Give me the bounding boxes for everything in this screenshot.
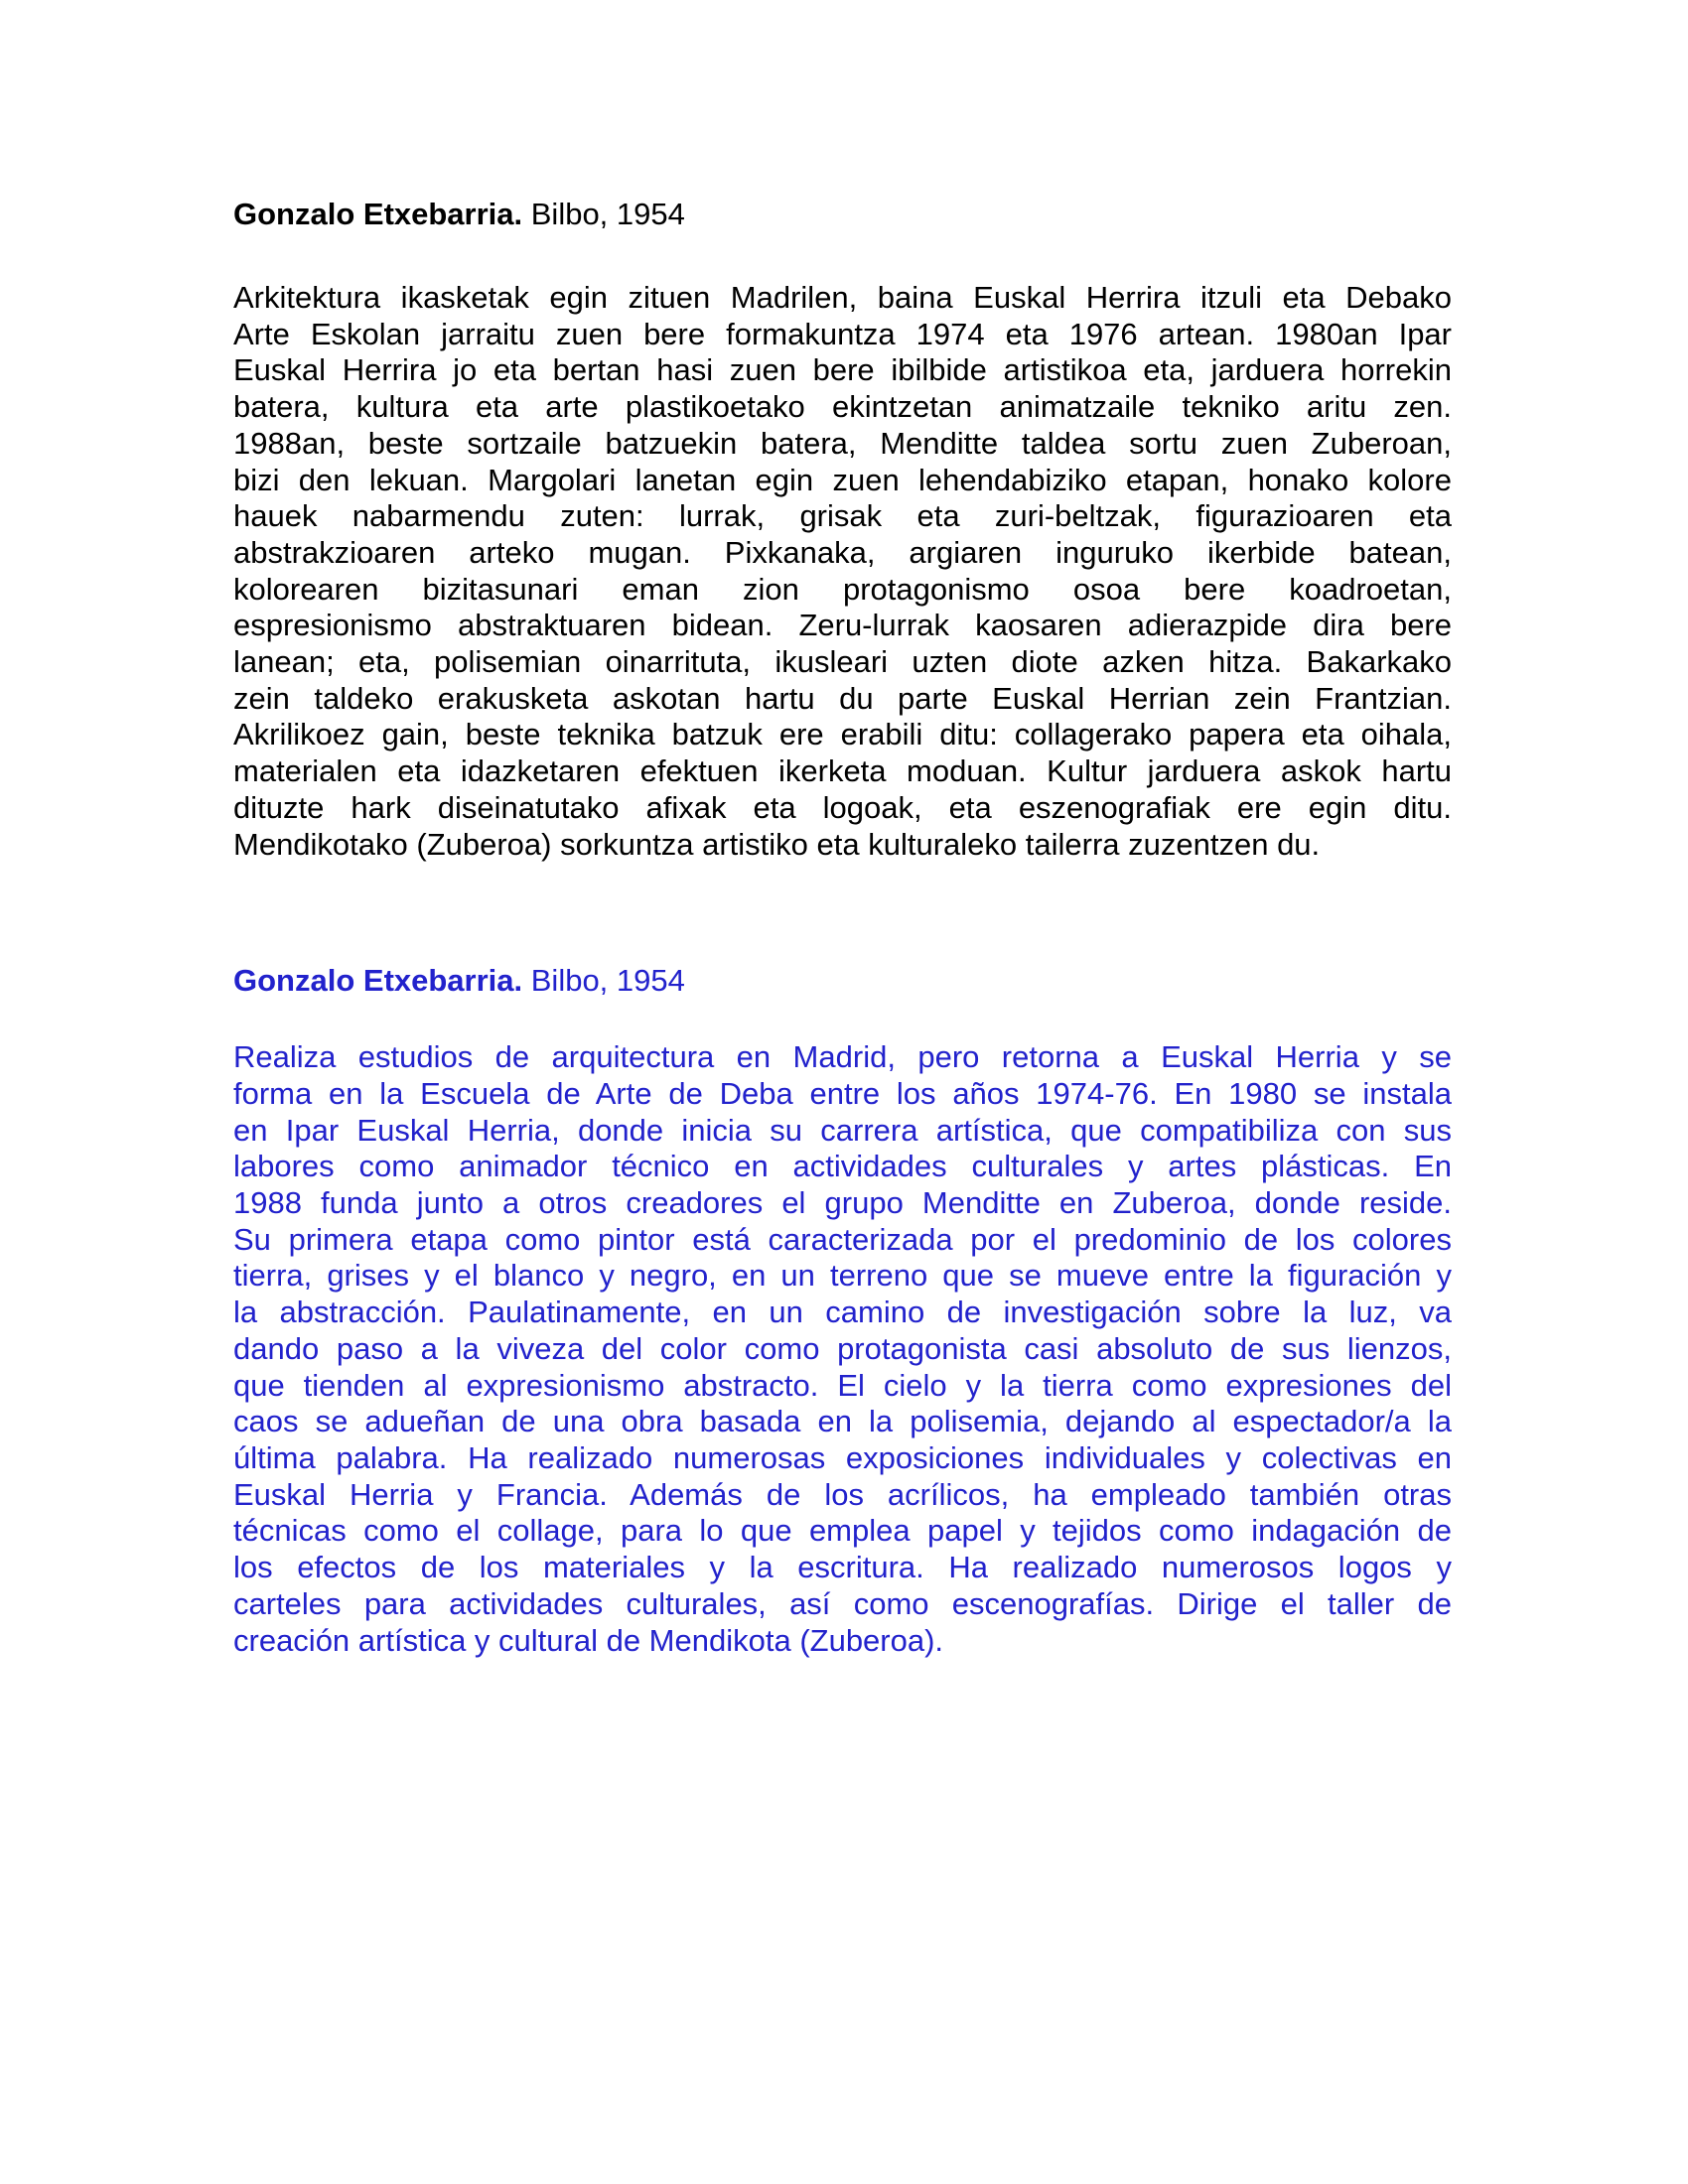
text-line: batera, kultura eta arte plastikoetako ekintzetan animatzaile tekniko aritu zen. — [233, 389, 1452, 425]
text-line: Euskal Herrira jo eta bertan hasi zuen bere ibilbide artistikoa eta, jarduera horrekin — [233, 352, 1452, 388]
text-line: materialen eta idazketaren efektuen ikerketa moduan. Kultur jarduera askok hartu — [233, 753, 1452, 789]
text-line: zein taldeko erakusketa askotan hartu du parte Euskal Herrian zein Frantzian. — [233, 680, 1452, 716]
text-line: la abstracción. Paulatinamente, en un camino de investigación sobre la luz, va — [233, 1295, 1452, 1330]
text-line: bizi den lekuan. Margolari lanetan egin zuen lehendabiziko etapan, honako kolore — [233, 462, 1452, 497]
text-line: 1988an, beste sortzaile batzuekin batera, Menditte taldea sortu zuen Zuberoan, — [233, 425, 1452, 461]
text-line: Akrilikoez gain, beste teknika batzuk ere erabili ditu: collagerako papera eta oihala, — [233, 717, 1452, 752]
text-line: que tienden al expresionismo abstracto. El cielo y la tierra como expresiones del — [233, 1367, 1452, 1403]
text-line: los efectos de los materiales y la escritura. Ha realizado numerosos logos y — [233, 1550, 1452, 1585]
text-line: Euskal Herria y Francia. Además de los acrílicos, ha empleado también otras — [233, 1476, 1452, 1512]
text-line: Arkitektura ikasketak egin zituen Madrilen, baina Euskal Herrira itzuli eta Debako — [233, 280, 1452, 315]
spanish-heading — [233, 962, 1452, 999]
text-line: creación artística y cultural de Mendikota (Zuberoa). — [233, 1622, 944, 1658]
text-line: lanean; eta, polisemian oinarrituta, ikusleari uzten diote azken hitza. Bakarkako — [233, 644, 1452, 680]
text-line: caos se adueñan de una obra basada en la polisemia, dejando al espectador/a la — [233, 1404, 1452, 1439]
text-line: dando paso a la viveza del color como protagonista casi absoluto de sus lienzos, — [233, 1330, 1452, 1366]
basque-heading-name: Gonzalo Etxebarria. — [233, 197, 523, 231]
basque-paragraph — [233, 280, 1452, 863]
basque-heading — [233, 196, 1452, 232]
text-line: Mendikotako (Zuberoa) sorkuntza artistiko eta kulturaleko tailerra zuzentzen du. — [233, 826, 1321, 862]
text-line: carteles para actividades culturales, así como escenografías. Dirige el taller de — [233, 1585, 1452, 1621]
text-line: 1988 funda junto a otros creadores el grupo Menditte en Zuberoa, donde reside. — [233, 1185, 1452, 1221]
text-line: Su primera etapa como pintor está caracterizada por el predominio de los colores — [233, 1221, 1452, 1257]
text-line: en Ipar Euskal Herria, donde inicia su carrera artística, que compatibiliza con sus — [233, 1112, 1452, 1148]
text-content-area — [233, 196, 1452, 1659]
text-line: labores como animador técnico en actividades culturales y artes plásticas. En — [233, 1149, 1452, 1184]
spanish-paragraph — [233, 1039, 1452, 1659]
text-line: Realiza estudios de arquitectura en Madrid, pero retorna a Euskal Herria y se — [233, 1039, 1452, 1075]
text-line: tierra, grises y el blanco y negro, en un terreno que se mueve entre la figuración y — [233, 1258, 1452, 1294]
basque-heading-origin: Bilbo, 1954 — [522, 197, 685, 231]
text-line: espresionismo abstraktuaren bidean. Zeru-lurrak kaosaren adierazpide dira bere — [233, 608, 1452, 643]
text-line: hauek nabarmendu zuten: lurrak, grisak eta zuri-beltzak, figurazioaren eta — [233, 498, 1452, 534]
text-line: abstrakzioaren arteko mugan. Pixkanaka, argiaren inguruko ikerbide batean, — [233, 534, 1452, 570]
spanish-heading-name: Gonzalo Etxebarria. — [233, 963, 523, 999]
text-line: kolorearen bizitasunari eman zion protagonismo osoa bere koadroetan, — [233, 571, 1452, 607]
text-line: forma en la Escuela de Arte de Deba entre los años 1974-76. En 1980 se instala — [233, 1075, 1452, 1111]
text-line: técnicas como el collage, para lo que emplea papel y tejidos como indagación de — [233, 1513, 1452, 1549]
spanish-heading-origin: Bilbo, 1954 — [522, 963, 685, 999]
text-line: dituzte hark diseinatutako afixak eta logoak, eta eszenografiak ere egin ditu. — [233, 789, 1452, 825]
text-line: Arte Eskolan jarraitu zuen bere formakuntza 1974 eta 1976 artean. 1980an Ipar — [233, 316, 1452, 351]
text-line: última palabra. Ha realizado numerosas exposiciones individuales y colectivas en — [233, 1439, 1452, 1475]
